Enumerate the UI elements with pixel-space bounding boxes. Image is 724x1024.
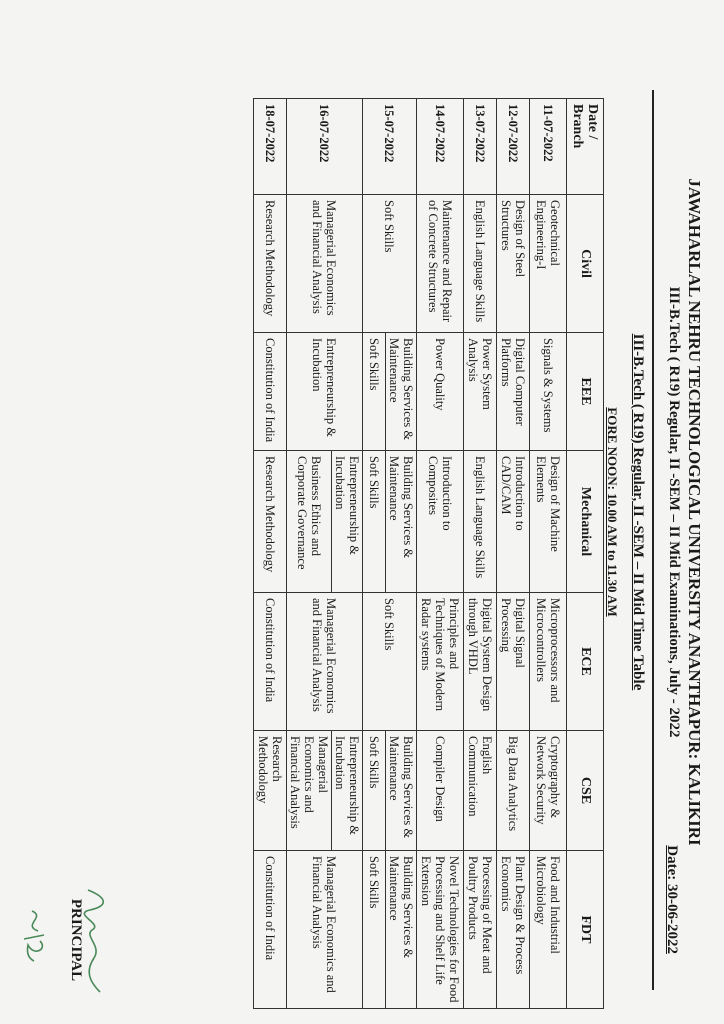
subject-cell: Maintenance and Repair of Concrete Structures xyxy=(417,195,464,333)
principal-label: PRINCIPAL xyxy=(68,898,84,982)
subject-cell: Research Methodology xyxy=(254,195,287,333)
table-row xyxy=(254,99,287,1009)
table-row xyxy=(464,99,497,1009)
subject-cell: Constitution of India xyxy=(254,333,287,451)
subject-cell: Digital Computer Platforms xyxy=(497,333,530,451)
branch-header-cse: CSE xyxy=(567,731,604,851)
session-time: FORE NOON: 10.00 AM to 11.30 AM xyxy=(605,407,620,617)
subject-cell: Managerial Economics and Financial Analysis xyxy=(287,195,363,333)
table-row xyxy=(386,99,417,1009)
subject-cell: Design of Steel Structures xyxy=(497,195,530,333)
subject-cell: Processing of Meat and Poultry Products xyxy=(464,851,497,1009)
subject-cell: Geotechnical Engineering-I xyxy=(530,195,567,333)
exam-title: III-B.Tech ( R19) Regular, II -SEM – II Mid Examinations, July - 2022 xyxy=(666,286,682,738)
header-row xyxy=(567,99,604,1009)
subject-cell: Constitution of India xyxy=(254,593,287,731)
subject-cell: Compiler Design xyxy=(417,731,464,851)
subject-cell: Plant Design & Process Economics xyxy=(497,851,530,1009)
subject-cell: Design of Machine Elements xyxy=(530,451,567,593)
corner-date-label: Date / xyxy=(585,104,600,140)
subject-cell: English Communication xyxy=(464,731,497,851)
table-row xyxy=(417,99,464,1009)
subject-cell: Soft Skills xyxy=(363,451,386,593)
subject-cell: Research Methodology xyxy=(254,451,287,593)
subject-cell: Soft Skills xyxy=(363,593,417,731)
subject-cell: Entrepreneurship & Incubation xyxy=(287,333,363,451)
branch-header-ece: ECE xyxy=(567,593,604,731)
header-rule xyxy=(652,90,654,990)
timetable-title: III-B.Tech ( R19) Regular, II -SEM – II Mid Time Table xyxy=(630,333,646,691)
subject-cell: Big Data Analytics xyxy=(497,731,530,851)
corner-branch-label: Branch xyxy=(570,104,585,149)
branch-header-eee: EEE xyxy=(567,333,604,451)
branch-header-civil: Civil xyxy=(567,195,604,333)
corner-header xyxy=(567,99,604,195)
subject-cell: Managerial Economics and Financial Analysis xyxy=(287,731,332,851)
subject-cell: Signals & Systems xyxy=(530,333,567,451)
exam-date: 14-07-2022 xyxy=(417,99,464,195)
subject-cell: Managerial Economics and Financial Analysis xyxy=(287,851,363,1009)
branch-header-fdt: FDT xyxy=(567,851,604,1009)
subject-cell: Digital System Design through VHDL xyxy=(464,593,497,731)
subject-cell: Soft Skills xyxy=(363,333,386,451)
exam-date: 11-07-2022 xyxy=(530,99,567,195)
subject-cell: Introduction to Composites xyxy=(417,451,464,593)
subject-cell: Digital Signal Processing xyxy=(497,593,530,731)
subject-cell: Soft Skills xyxy=(363,731,386,851)
subject-cell: Power System Analysis xyxy=(464,333,497,451)
subject-cell: Building Services & Maintenance xyxy=(386,851,417,1009)
subject-cell: Principles and Techniques of Modern Radar systems xyxy=(417,593,464,731)
subject-cell: Novel Technologies for Food Processing and Shelf Life Extension xyxy=(417,851,464,1009)
table-row xyxy=(530,99,567,1009)
subject-cell: Building Services & Maintenance xyxy=(386,731,417,851)
subject-cell: Managerial Economics and Financial Analysis xyxy=(287,593,363,731)
subject-cell: Entrepreneurship & Incubation xyxy=(332,451,363,593)
initials-signature-icon xyxy=(18,905,52,965)
subject-cell: Constitution of India xyxy=(254,851,287,1009)
subject-cell: Building Services & Maintenance xyxy=(386,451,417,593)
subject-cell: Food and Industrial Microbiology xyxy=(530,851,567,1009)
principal-signature-icon xyxy=(80,880,114,1000)
exam-date: 13-07-2022 xyxy=(464,99,497,195)
subject-cell: Research Methodology xyxy=(254,731,287,851)
subject-cell: Building Services & Maintenance xyxy=(386,333,417,451)
exam-date: 12-07-2022 xyxy=(497,99,530,195)
university-name: JAWAHARLAL NEHRU TECHNOLOGICAL UNIVERSITY ANANTHAPUR: KALIKIRI xyxy=(685,178,704,846)
subject-cell: English Language Skills xyxy=(464,195,497,333)
signature-stroke xyxy=(84,890,103,992)
subject-cell: Soft Skills xyxy=(363,851,386,1009)
subject-cell: Power Quality xyxy=(417,333,464,451)
subject-cell: Business Ethics and Corporate Governance xyxy=(287,451,332,593)
exam-date: 16-07-2022 xyxy=(287,99,363,195)
table-row xyxy=(497,99,530,1009)
issue-date: Date: 30-06-2022 xyxy=(664,845,680,954)
timetable-table xyxy=(253,98,604,1009)
branch-header-mechanical: Mechanical xyxy=(567,451,604,593)
subject-cell: Cryptography & Network Security xyxy=(530,731,567,851)
exam-date: 18-07-2022 xyxy=(254,99,287,195)
subject-cell: Soft Skills xyxy=(363,195,417,333)
subject-cell: English Language Skills xyxy=(464,451,497,593)
subject-cell: Microprocessors and Microcontrollers xyxy=(530,593,567,731)
subject-cell: Introduction to CAD/CAM xyxy=(497,451,530,593)
exam-date: 15-07-2022 xyxy=(363,99,417,195)
initials-stroke xyxy=(24,911,44,961)
subject-cell: Entrepreneurship & Incubation xyxy=(332,731,363,851)
table-row xyxy=(332,99,363,1009)
